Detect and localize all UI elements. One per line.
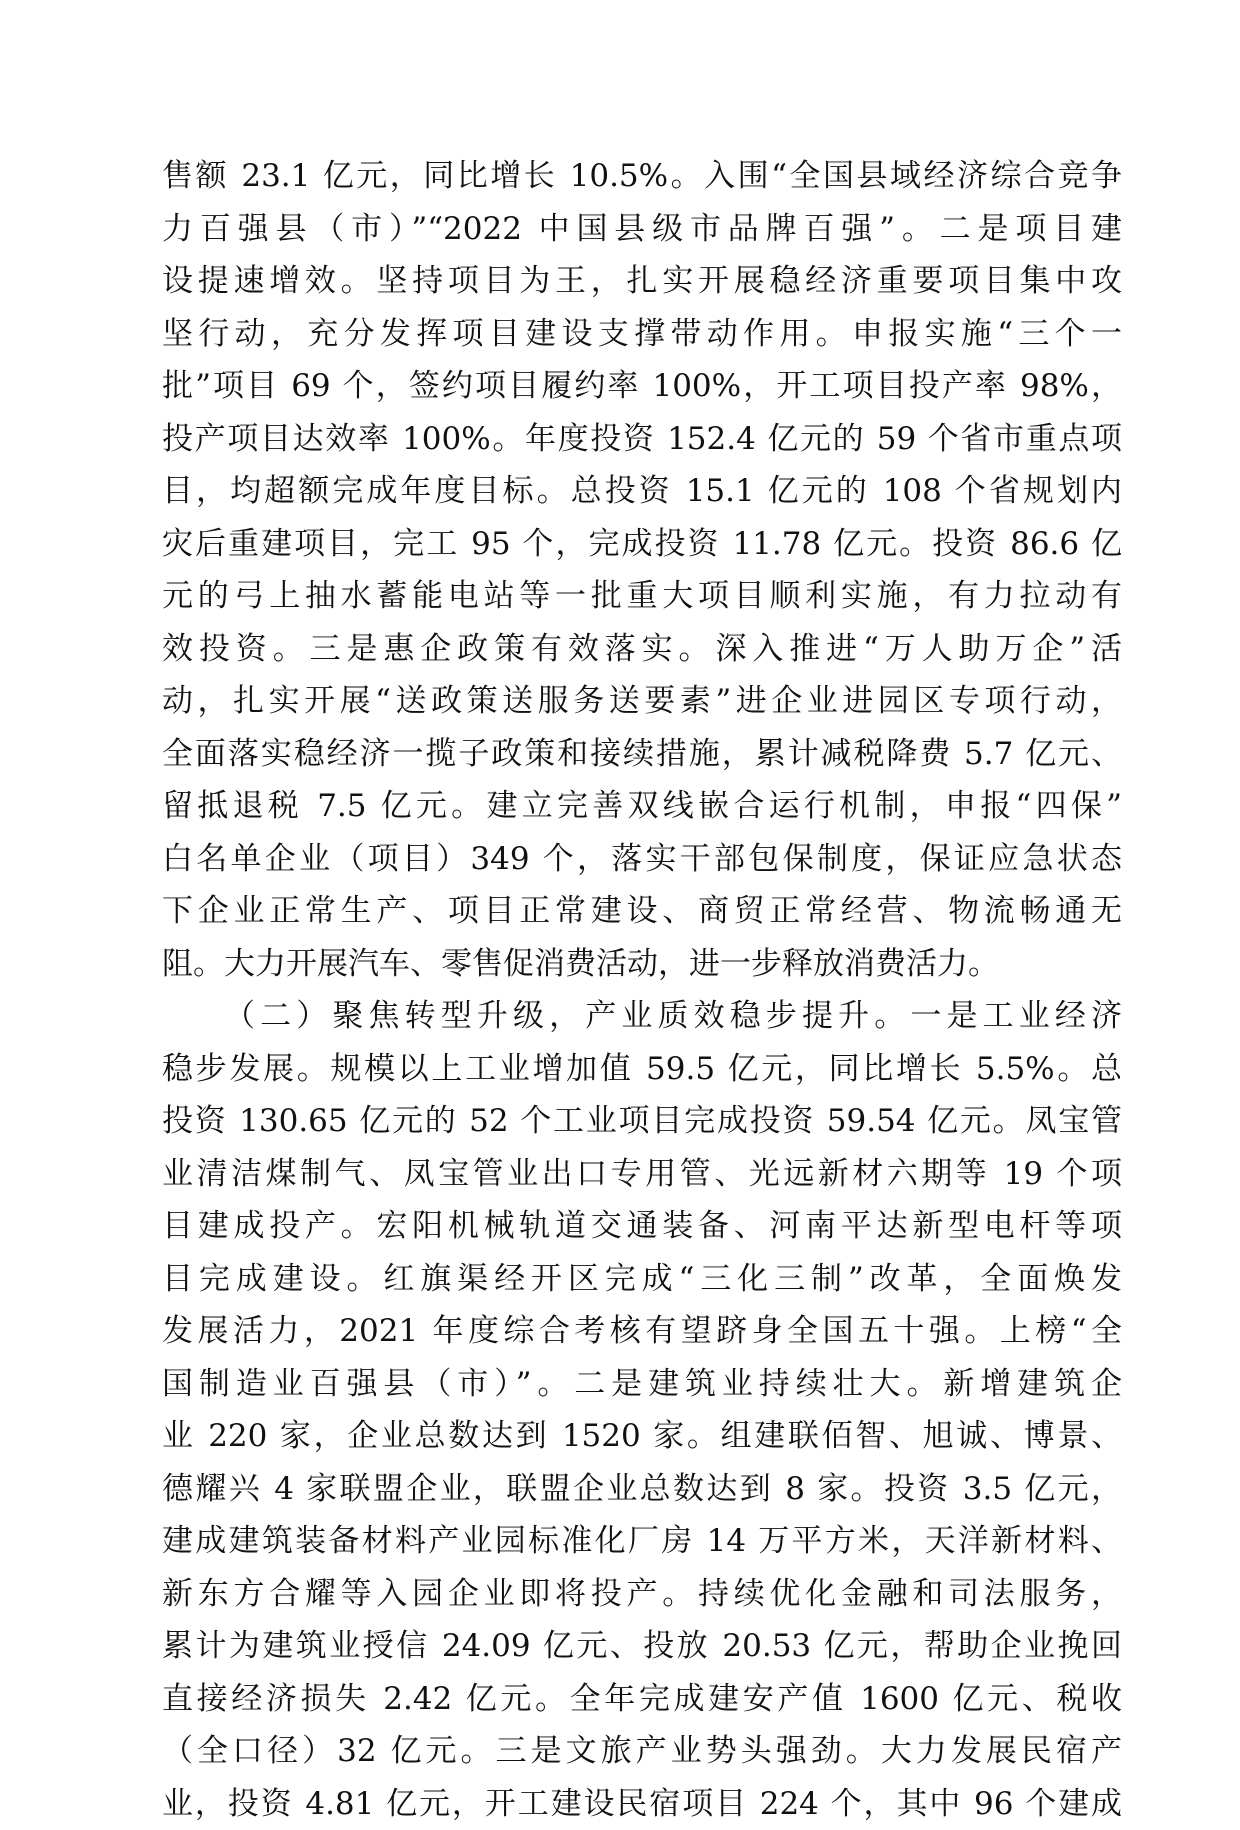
text-line: 业，投资 4.81 亿元，开工建设民宿项目 224 个，其中 96 个建成: [162, 1778, 1122, 1830]
text-line: 发展活力，2021 年度综合考核有望跻身全国五十强。上榜“全: [162, 1305, 1122, 1358]
text-line: 动，扎实开展“送政策送服务送要素”进企业进园区专项行动，: [162, 675, 1122, 728]
text-line: 稳步发展。规模以上工业增加值 59.5 亿元，同比增长 5.5%。总: [162, 1043, 1122, 1096]
text-line: （全口径）32 亿元。三是文旅产业势头强劲。大力发展民宿产: [162, 1725, 1122, 1778]
text-line: 下企业正常生产、项目正常建设、商贸正常经营、物流畅通无: [162, 885, 1122, 938]
text-line: 留抵退税 7.5 亿元。建立完善双线嵌合运行机制，申报“四保”: [162, 780, 1122, 833]
text-line: 目完成建设。红旗渠经开区完成“三化三制”改革，全面焕发: [162, 1253, 1122, 1306]
section-heading-line: （二）聚焦转型升级，产业质效稳步提升。一是工业经济: [162, 990, 1122, 1043]
text-line: 累计为建筑业授信 24.09 亿元、投放 20.53 亿元，帮助企业挽回: [162, 1620, 1122, 1673]
paragraph-last-line: 阻。大力开展汽车、零售促消费活动，进一步释放消费活力。: [162, 938, 1122, 991]
text-line: 德耀兴 4 家联盟企业，联盟企业总数达到 8 家。投资 3.5 亿元，: [162, 1463, 1122, 1516]
document-body: [162, 150, 1122, 1830]
text-line: 业 220 家，企业总数达到 1520 家。组建联佰智、旭诚、博景、: [162, 1410, 1122, 1463]
text-line: 元的弓上抽水蓄能电站等一批重大项目顺利实施，有力拉动有: [162, 570, 1122, 623]
text-line: 坚行动，充分发挥项目建设支撑带动作用。申报实施“三个一: [162, 308, 1122, 361]
text-line: 全面落实稳经济一揽子政策和接续措施，累计减税降费 5.7 亿元、: [162, 728, 1122, 781]
text-line: 投产项目达效率 100%。年度投资 152.4 亿元的 59 个省市重点项: [162, 413, 1122, 466]
text-line: 直接经济损失 2.42 亿元。全年完成建安产值 1600 亿元、税收: [162, 1673, 1122, 1726]
text-line: 国制造业百强县（市）”。二是建筑业持续壮大。新增建筑企: [162, 1358, 1122, 1411]
text-line: 力百强县（市）”“2022 中国县级市品牌百强”。二是项目建: [162, 203, 1122, 256]
text-line: 目建成投产。宏阳机械轨道交通装备、河南平达新型电杆等项: [162, 1200, 1122, 1253]
text-line: 批”项目 69 个，签约项目履约率 100%，开工项目投产率 98%，: [162, 360, 1122, 413]
text-line: 新东方合耀等入园企业即将投产。持续优化金融和司法服务，: [162, 1568, 1122, 1621]
text-line: 灾后重建项目，完工 95 个，完成投资 11.78 亿元。投资 86.6 亿: [162, 518, 1122, 571]
text-line: 白名单企业（项目）349 个，落实干部包保制度，保证应急状态: [162, 833, 1122, 886]
text-line: 效投资。三是惠企政策有效落实。深入推进“万人助万企”活: [162, 623, 1122, 676]
text-line: 设提速增效。坚持项目为王，扎实开展稳经济重要项目集中攻: [162, 255, 1122, 308]
text-line: 业清洁煤制气、凤宝管业出口专用管、光远新材六期等 19 个项: [162, 1148, 1122, 1201]
text-line: 售额 23.1 亿元，同比增长 10.5%。入围“全国县域经济综合竞争: [162, 150, 1122, 203]
text-line: 投资 130.65 亿元的 52 个工业项目完成投资 59.54 亿元。凤宝管: [162, 1095, 1122, 1148]
text-line: 目，均超额完成年度目标。总投资 15.1 亿元的 108 个省规划内: [162, 465, 1122, 518]
text-line: 建成建筑装备材料产业园标准化厂房 14 万平方米，天洋新材料、: [162, 1515, 1122, 1568]
